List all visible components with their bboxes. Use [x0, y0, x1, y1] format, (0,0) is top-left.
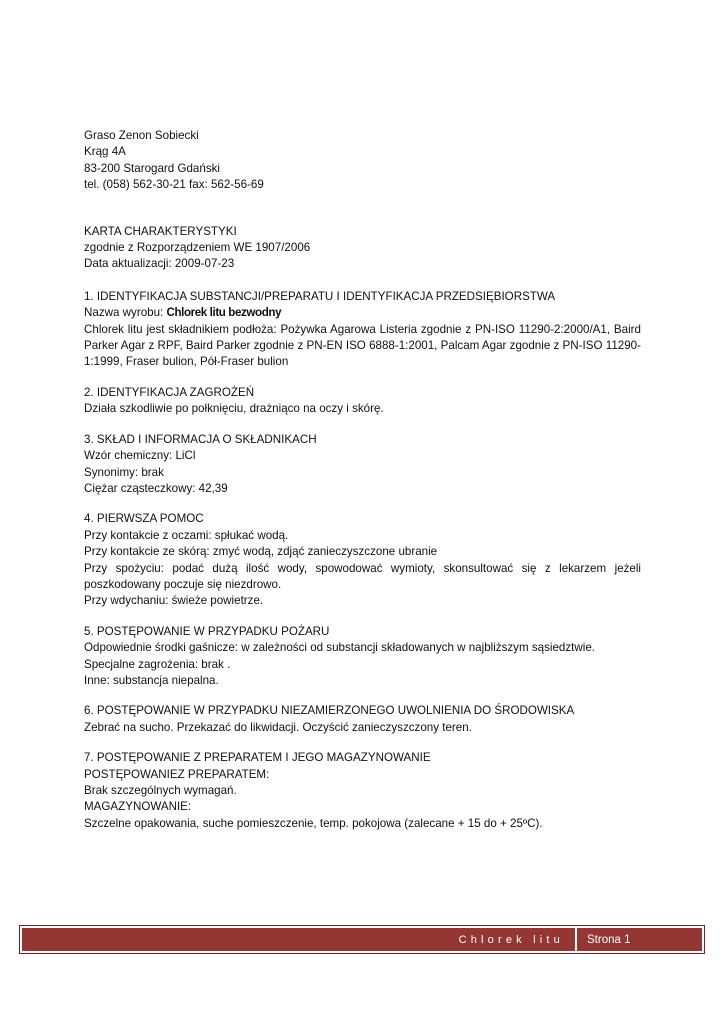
footer-page-cell: [577, 928, 702, 951]
section-3: [84, 432, 641, 498]
section-2-text: Działa szkodliwie po połknięciu, drażniąco na oczy i skórę.: [84, 402, 384, 416]
section-5-heading: 5. POSTĘPOWANIE W PRZYPADKU POŻARU: [84, 624, 330, 638]
section-2-heading: 2. IDENTYFIKACJA ZAGROŻEŃ: [84, 385, 255, 399]
description-lead: Chlorek litu: [84, 322, 143, 336]
page-number: Strona 1: [587, 933, 631, 946]
section-7-heading: 7. POSTĘPOWANIE Z PREPARATEM I JEGO MAGAZYNOWANIE: [84, 751, 431, 765]
special-hazards: Specjalne zagrożenia: brak .: [84, 657, 231, 671]
section-4-heading: 4. PIERWSZA POMOC: [84, 512, 204, 526]
product-name-line: [84, 305, 641, 321]
handling-label: POSTĘPOWANIEZ PREPARATEM:: [84, 767, 270, 781]
company-contact: tel. (058) 562-30-21 fax: 562-56-69: [84, 178, 264, 192]
document-body: [84, 128, 641, 832]
footer-title-cell: [22, 928, 575, 951]
section-1-heading: 1. IDENTYFIKACJA SUBSTANCJI/PREPARATU I IDENTYFIKACJA PRZEDSIĘBIORSTWA: [84, 289, 556, 303]
company-city: 83-200 Starogard Gdański: [84, 161, 220, 175]
description-rest: jest składnikiem podłoża: Pożywka Agarowa Listeria zgodnie z PN-ISO 11290-2:2000/A1, Baird Parker Agar z RPF, Baird Parker zgodnie z PN-EN ISO 6888-1:2001, Palcam Agar zgodnie z PN-ISO 11290-1:1999, Fraser bulion, Pół-Fraser bulion: [84, 322, 641, 369]
card-header: [84, 224, 641, 273]
section-6: [84, 703, 641, 736]
product-name: Chlorek litu bezwodny: [166, 306, 282, 320]
molecular-weight: Ciężar cząsteczkowy: 42,39: [84, 481, 228, 495]
company-name: Graso Zenon Sobiecki: [84, 129, 199, 142]
page-footer: [19, 925, 705, 954]
first-aid-skin: Przy kontakcie ze skórą: zmyć wodą, zdjąć zanieczyszczone ubranie: [84, 545, 438, 559]
company-block: [84, 128, 641, 194]
section-5: [84, 624, 641, 690]
company-street: Krąg 4A: [84, 145, 126, 159]
section-3-heading: 3. SKŁAD I INFORMACJA O SKŁADNIKACH: [84, 432, 317, 446]
card-title: KARTA CHARAKTERYSTYKI: [84, 224, 237, 238]
fire-other: Inne: substancja niepalna.: [84, 673, 219, 687]
extinguishing-media: Odpowiednie środki gaśnicze: w zależności od substancji składowanych w najbliższym sąsiedztwie.: [84, 641, 596, 655]
section-1-description: [84, 322, 641, 371]
section-2: [84, 385, 641, 418]
section-6-heading: 6. POSTĘPOWANIE W PRZYPADKU NIEZAMIERZONEGO UWOLNIENIA DO ŚRODOWISKA: [84, 704, 575, 718]
first-aid-eyes: Przy kontakcie z oczami: spłukać wodą.: [84, 528, 289, 542]
first-aid-inhalation: Przy wdychaniu: świeże powietrze.: [84, 594, 264, 608]
section-4: [84, 511, 641, 609]
synonyms: Synonimy: brak: [84, 465, 164, 479]
card-regulation: zgodnie z Rozporządzeniem WE 1907/2006: [84, 241, 311, 255]
handling-text: Brak szczególnych wymagań.: [84, 784, 237, 797]
first-aid-ingestion: Przy spożyciu: podać dużą ilość wody, spowodować wymioty, skonsultować się z lekarzem jeżeli poszkodowany poczuje się niezdrowo.: [84, 561, 641, 591]
section-6-text: Zebrać na sucho. Przekazać do likwidacji. Oczyścić zanieczyszczony teren.: [84, 720, 472, 734]
storage-text: Szczelne opakowania, suche pomieszczenie, temp. pokojowa (zalecane + 15 do + 25ºC).: [84, 816, 543, 830]
section-7: [84, 750, 641, 832]
footer-title: Chlorek litu: [458, 933, 564, 946]
storage-label: MAGAZYNOWANIE:: [84, 800, 192, 814]
product-label: Nazwa wyrobu:: [84, 306, 167, 320]
section-1: [84, 289, 641, 371]
card-update-date: Data aktualizacji: 2009-07-23: [84, 257, 235, 271]
chemical-formula: Wzór chemiczny: LiCl: [84, 449, 196, 463]
